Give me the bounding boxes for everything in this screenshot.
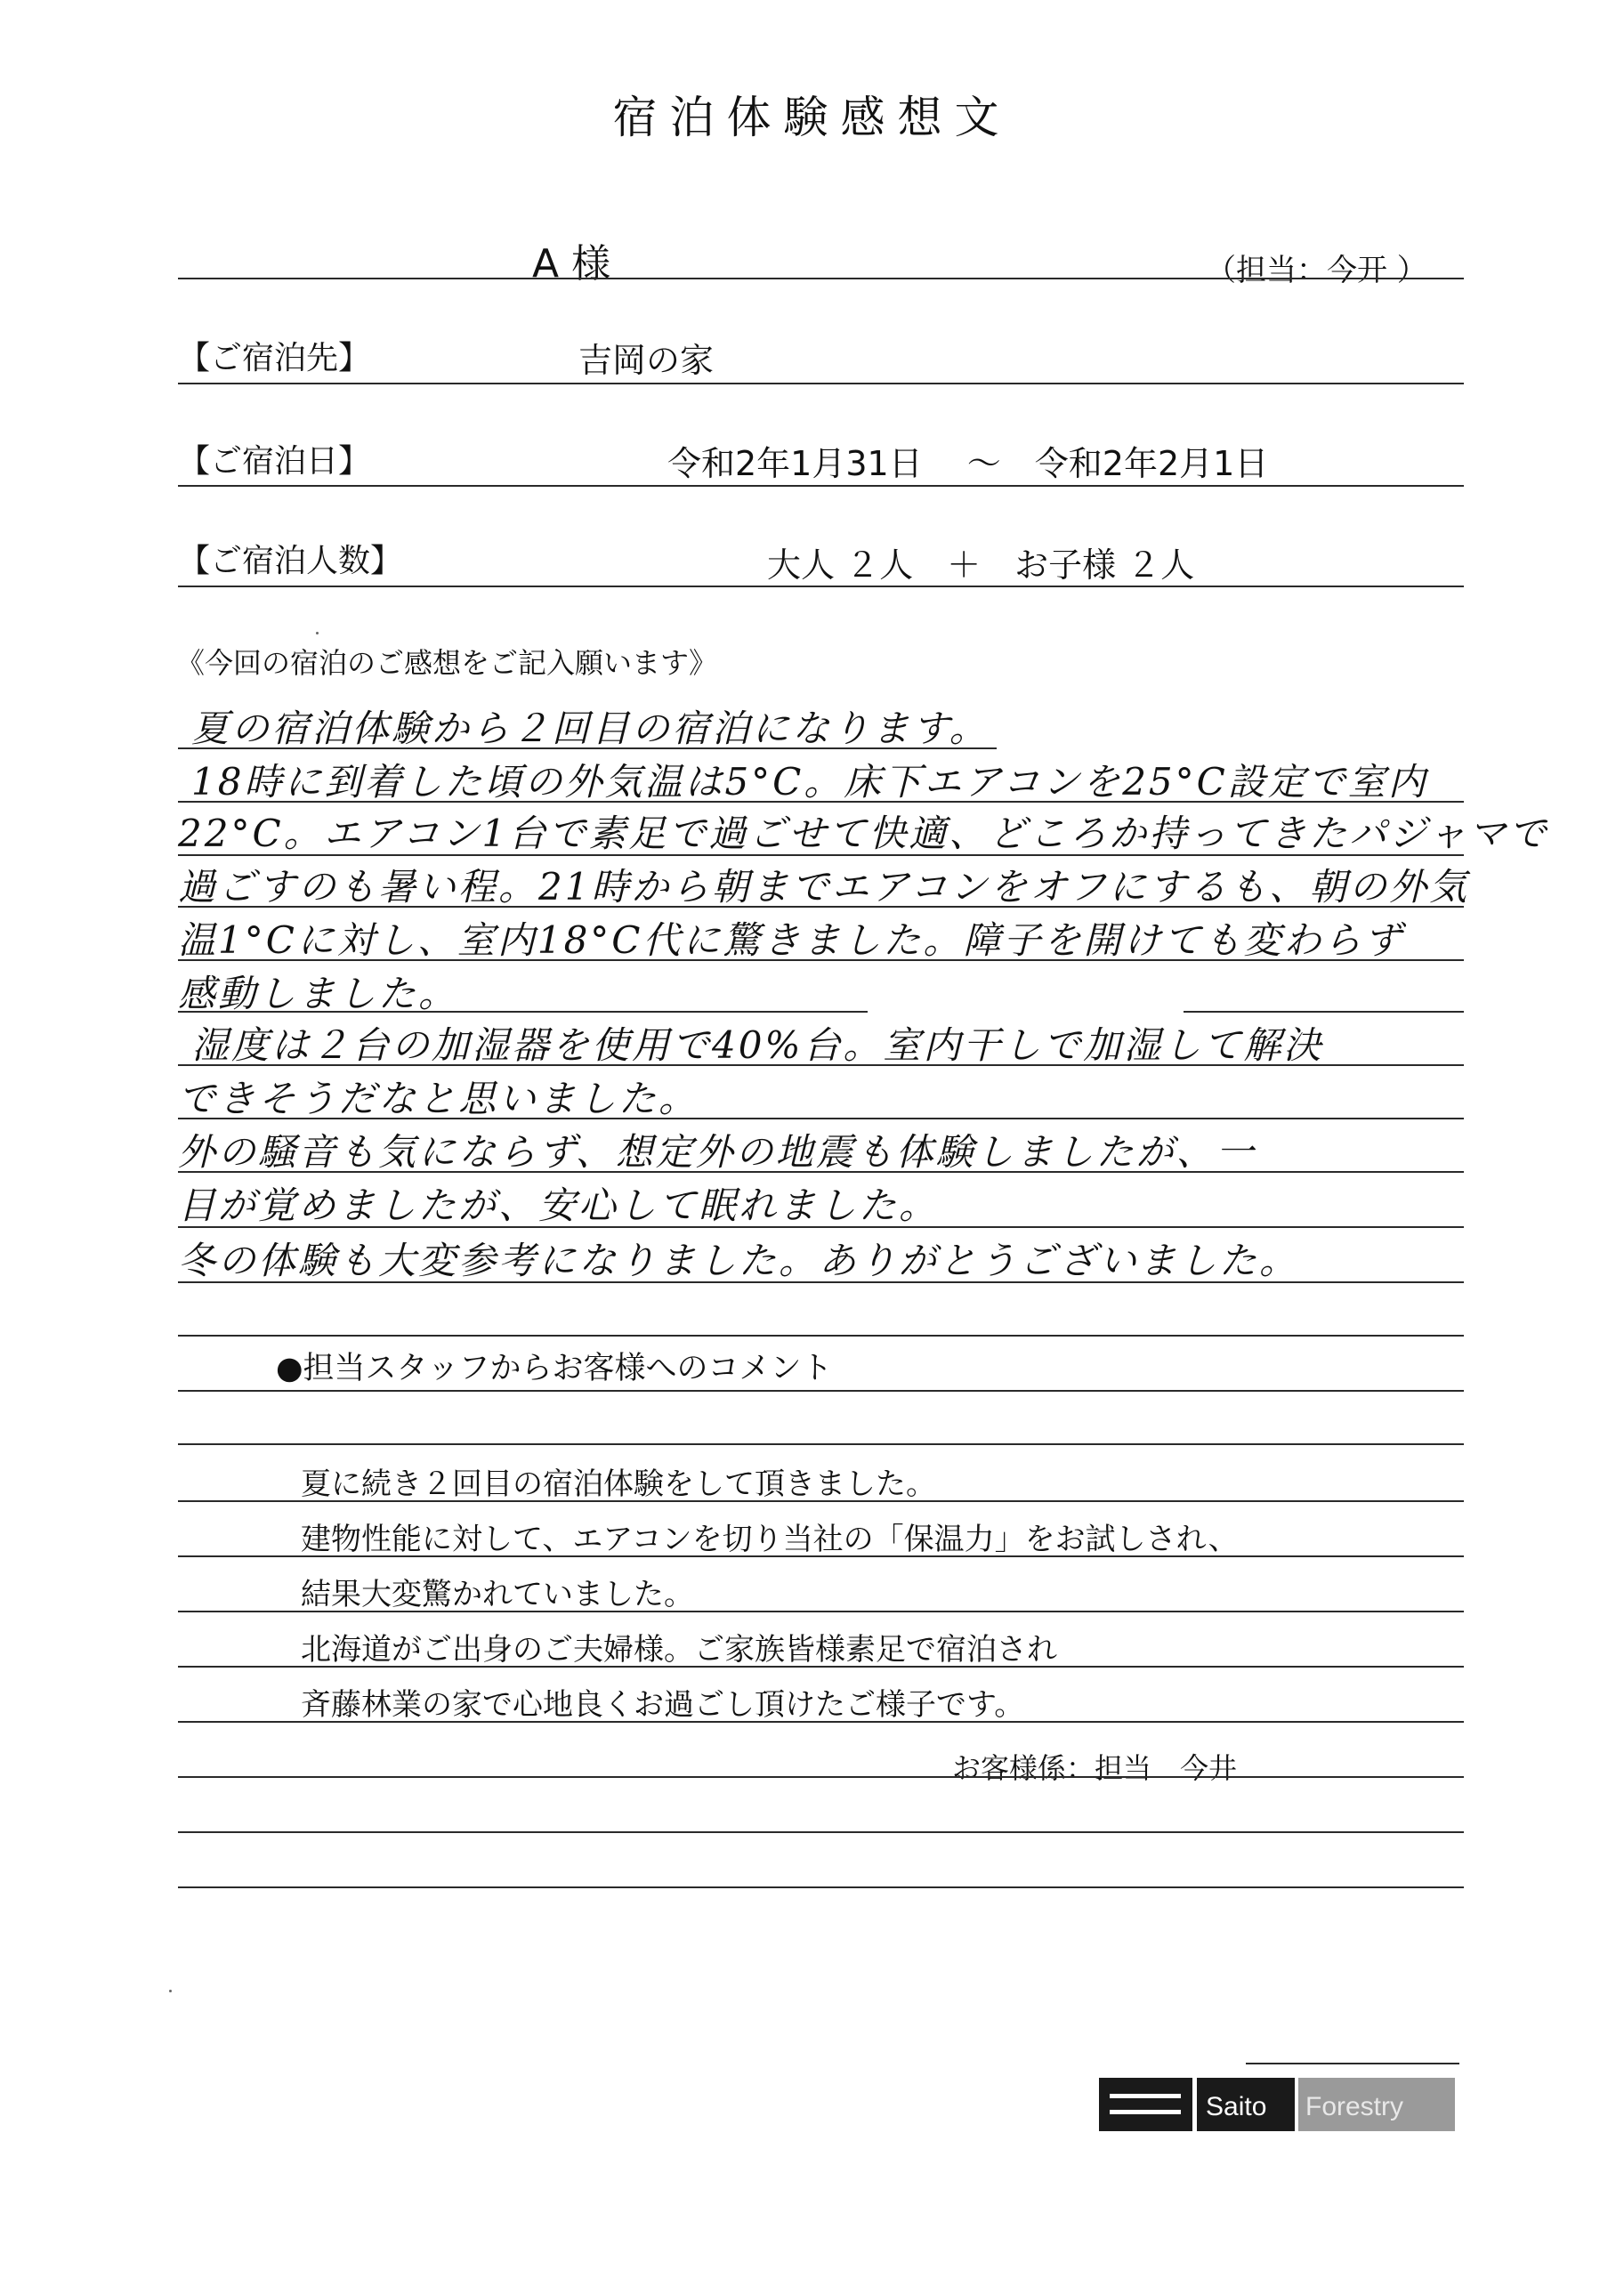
field-underline (178, 383, 1464, 384)
comment-rule (178, 1831, 1464, 1833)
field-underline (178, 485, 1464, 487)
writing-rule (178, 1281, 1464, 1283)
guest-underline (178, 278, 1464, 279)
writing-rule (178, 801, 1464, 803)
handwritten-line: 湿度は２台の加湿器を使用で40%台。室内干しで加湿して解決 (191, 1023, 1324, 1067)
logo-text-forestry: Forestry (1305, 2092, 1404, 2121)
writing-rule (178, 1118, 1464, 1119)
document-title: 宿泊体験感想文 (612, 92, 1012, 143)
handwritten-line: 冬の体験も大変参考になりました。ありがとうございました。 (178, 1239, 1300, 1282)
field-label-stay-date: 【ご宿泊日】 (178, 443, 371, 480)
handwritten-line: 過ごすのも暑い程。21時から朝までエアコンをオフにするも、朝の外気 (178, 865, 1470, 909)
writing-rule (178, 747, 997, 749)
logo-rule (1246, 2063, 1459, 2064)
staff-comment-heading: ●担当スタッフからお客様へのコメント (276, 1351, 833, 1386)
writing-rule (178, 906, 1464, 908)
comment-rule (178, 1611, 1464, 1612)
writing-rule (178, 854, 1464, 856)
writing-rule (178, 1011, 868, 1013)
field-label-guest-count: 【ご宿泊人数】 (178, 543, 403, 579)
impression-prompt: 《今回の宿泊のご感想をご記入願います》 (176, 646, 718, 680)
writing-rule (178, 959, 1464, 961)
scan-speck (316, 632, 319, 634)
logo-text-saito: Saito (1206, 2092, 1267, 2121)
handwritten-line: 18時に到着した頃の外気温は5°C。床下エアコンを25°C設定で室内 (191, 760, 1428, 804)
field-value-stay-location: 吉岡の家 (578, 341, 715, 380)
comment-rule (178, 1886, 1464, 1888)
staff-comment-line: 北海道がご出身のご夫婦様。ご家族皆様素足で宿泊され (301, 1632, 1057, 1668)
field-value-stay-date: 令和2年1月31日 ～ 令和2年2月1日 (667, 444, 1269, 483)
handwritten-line: できそうだなと思いました。 (178, 1077, 699, 1120)
comment-rule (178, 1721, 1464, 1723)
writing-rule (178, 1226, 1464, 1228)
comment-rule (178, 1390, 1464, 1392)
writing-rule (1184, 1011, 1464, 1013)
writing-rule (178, 1335, 1464, 1337)
staff-signature: お客様係：担当 今井 (952, 1751, 1238, 1785)
handwritten-line: 感動しました。 (178, 972, 459, 1015)
guest-name: A 様 (532, 241, 611, 287)
staff-comment-line: 斉藤林業の家で心地良くお過ごし頂けたご様子です。 (301, 1687, 1025, 1723)
saito-forestry-logo (1099, 2078, 1455, 2131)
comment-rule (178, 1555, 1464, 1557)
handwritten-line: 夏の宿泊体験から２回目の宿泊になります。 (191, 707, 990, 750)
staff-comment-line: 結果大変驚かれていました。 (301, 1577, 694, 1612)
staff-label: （担当：今开 ） (1206, 253, 1427, 288)
staff-comment-line: 建物性能に対して、エアコンを切り当社の「保温力」をお試しされ、 (301, 1522, 1239, 1557)
comment-rule (178, 1666, 1464, 1668)
comment-rule (178, 1776, 1464, 1778)
field-value-guest-count: 大人 ２人 ＋ お子様 ２人 (767, 545, 1195, 585)
staff-comment-line: 夏に続き２回目の宿泊体験をして頂きました。 (301, 1466, 936, 1502)
comment-rule (178, 1443, 1464, 1445)
field-underline (178, 586, 1464, 587)
scan-speck (169, 1990, 172, 1992)
handwritten-line: 22°C。エアコン1台で素足で過ごせて快適、どころか持ってきたパジャマで (178, 812, 1549, 855)
comment-rule (178, 1500, 1464, 1502)
handwritten-line: 外の騒音も気にならず、想定外の地震も体験しましたが、一 (178, 1130, 1256, 1174)
field-label-stay-location: 【ご宿泊先】 (178, 340, 371, 376)
handwritten-line: 温1°Cに対し、室内18°C代に驚きました。障子を開けても変わらず (178, 918, 1404, 962)
writing-rule (178, 1064, 1464, 1066)
handwritten-line: 目が覚めましたが、安心して眠れました。 (178, 1183, 940, 1227)
writing-rule (178, 1171, 1464, 1173)
